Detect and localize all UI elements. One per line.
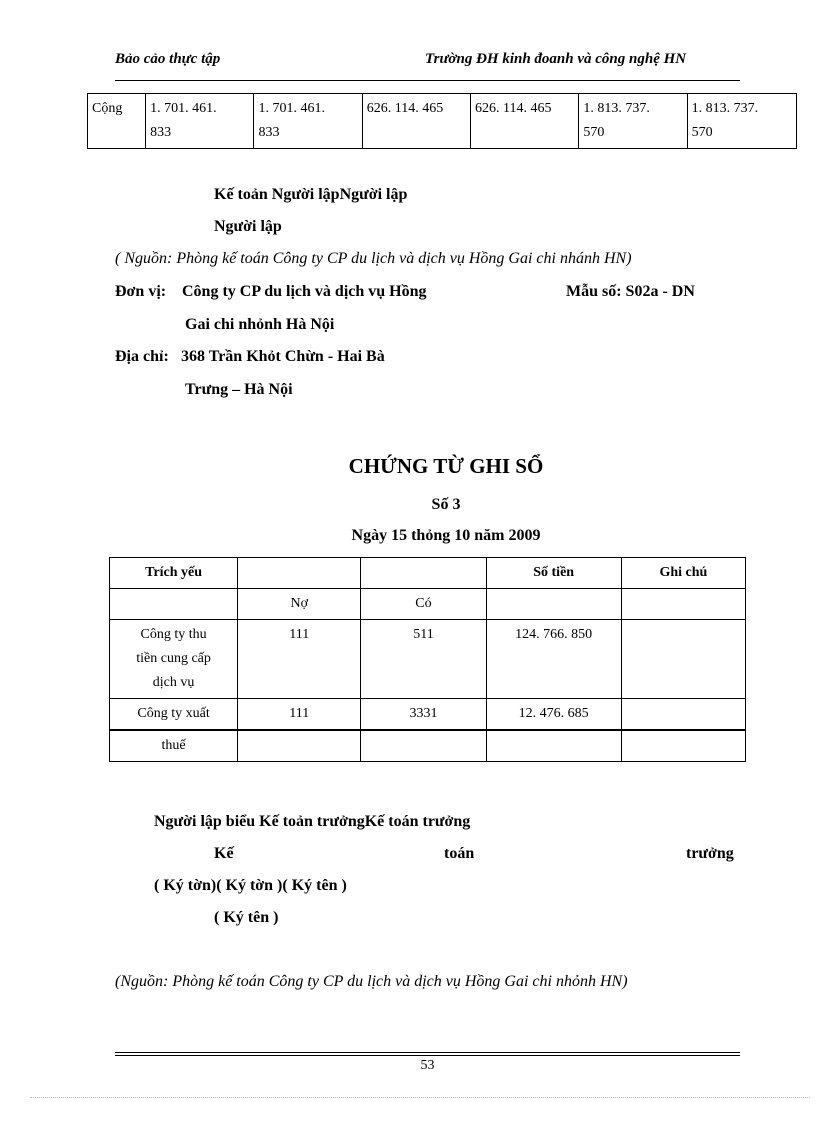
table-row bbox=[110, 699, 746, 731]
totals-cell-line: 626. 114. 465 bbox=[475, 101, 552, 116]
address-label: Địa chỉ: bbox=[115, 348, 169, 365]
sign2-line3: ( Ký tờn)( Ký tờn )( Ký tên ) bbox=[154, 877, 347, 894]
row-description bbox=[110, 620, 238, 699]
page-number: 53 bbox=[420, 1058, 435, 1073]
totals-row bbox=[88, 94, 797, 149]
row-note bbox=[621, 730, 745, 762]
row-amount: 12. 476. 685 bbox=[486, 699, 621, 731]
totals-cell-line: 833 bbox=[150, 125, 172, 140]
sign2-word-2: toán bbox=[444, 845, 475, 862]
row-amount bbox=[486, 730, 621, 762]
subheader-debit: Nợ bbox=[238, 589, 361, 620]
row-description-line: Công ty thu bbox=[140, 627, 207, 642]
row-debit bbox=[238, 730, 361, 762]
address-line1: 368 Trần Khỏt Chừn - Hai Bà bbox=[181, 348, 385, 365]
voucher-title: CHỨNG TỪ GHI SỔ bbox=[348, 454, 544, 478]
totals-cell bbox=[471, 94, 579, 149]
page-bottom-dotted-line bbox=[30, 1097, 810, 1098]
subheader-cell bbox=[486, 589, 621, 620]
totals-cell bbox=[579, 94, 687, 149]
row-description-line: tiền cung cấp bbox=[136, 651, 211, 666]
totals-cell-line: 1. 701. 461. bbox=[150, 101, 217, 116]
totals-cell bbox=[687, 94, 796, 149]
row-description-line: Công ty xuất bbox=[137, 706, 210, 721]
source-note-2: (Nguồn: Phòng kế toán Công ty CP du lịch và dịch vụ Hồng Gai chi nhỏnh HN) bbox=[115, 973, 628, 990]
subheader-cell bbox=[110, 589, 238, 620]
row-note bbox=[621, 699, 745, 731]
header-right: Trường ĐH kinh đoanh và công nghệ HN bbox=[425, 51, 687, 67]
header-left: Bảo cảo thực tập bbox=[115, 51, 221, 67]
voucher-date: Ngày 15 thỏng 10 năm 2009 bbox=[351, 527, 541, 544]
row-note bbox=[621, 620, 745, 699]
sign2-line1: Người lập biểu Kế toản trưởngKế toán trưởng bbox=[154, 813, 471, 830]
ledger-subheader-row bbox=[110, 589, 746, 620]
col-header-account bbox=[361, 558, 486, 589]
table-row bbox=[110, 730, 746, 762]
row-debit: 111 bbox=[238, 699, 361, 731]
totals-cell-line: 1. 813. 737. bbox=[583, 101, 650, 116]
totals-label: Cộng bbox=[88, 94, 146, 149]
sign1-line2: Người lập bbox=[214, 218, 282, 235]
header-rule bbox=[115, 80, 740, 81]
row-description-line: dịch vụ bbox=[152, 675, 195, 690]
col-header-note: Ghi chú bbox=[621, 558, 745, 589]
row-credit: 511 bbox=[361, 620, 486, 699]
footer-rule bbox=[115, 1055, 740, 1056]
address-line2: Trưng – Hà Nội bbox=[185, 381, 293, 398]
row-description-line: thuế bbox=[161, 738, 186, 753]
row-description bbox=[110, 699, 238, 731]
unit-name-line2: Gai chi nhỏnh Hà Nội bbox=[185, 316, 335, 333]
totals-table bbox=[87, 93, 797, 149]
footer-rule bbox=[115, 1052, 740, 1053]
voucher-number: Số 3 bbox=[431, 496, 461, 513]
unit-label: Đơn vị: bbox=[115, 283, 167, 300]
source-note-1: ( Nguồn: Phòng kế toán Công ty CP du lịch và dịch vụ Hồng Gai chi nhánh HN) bbox=[115, 250, 632, 267]
totals-cell-line: 833 bbox=[258, 125, 280, 140]
form-number: Mẫu số: S02a - DN bbox=[566, 283, 695, 300]
col-header-amount: Số tiền bbox=[486, 558, 621, 589]
sign2-word-3: trưởng bbox=[686, 845, 734, 862]
col-header-account bbox=[238, 558, 361, 589]
row-credit: 3331 bbox=[361, 699, 486, 731]
row-description bbox=[110, 730, 238, 762]
row-credit bbox=[361, 730, 486, 762]
totals-cell bbox=[362, 94, 470, 149]
col-header-description: Trích yếu bbox=[110, 558, 238, 589]
sign1-line1: Kế toản Người lậpNgười lập bbox=[214, 186, 408, 203]
row-debit: 111 bbox=[238, 620, 361, 699]
subheader-credit: Có bbox=[361, 589, 486, 620]
table-row bbox=[110, 620, 746, 699]
row-amount: 124. 766. 850 bbox=[486, 620, 621, 699]
ledger-table bbox=[109, 557, 746, 762]
totals-cell-line: 570 bbox=[691, 125, 713, 140]
totals-cell bbox=[254, 94, 362, 149]
subheader-cell bbox=[621, 589, 745, 620]
totals-cell-line: 1. 701. 461. bbox=[258, 101, 325, 116]
totals-cell-line: 1. 813. 737. bbox=[691, 101, 759, 116]
sign2-line4: ( Ký tên ) bbox=[214, 909, 279, 926]
ledger-header-row bbox=[110, 558, 746, 589]
unit-name-line1: Công ty CP du lịch và dịch vụ Hồng bbox=[182, 283, 427, 300]
totals-cell-line: 570 bbox=[583, 125, 605, 140]
sign2-word-1: Kế bbox=[214, 845, 234, 862]
totals-cell bbox=[146, 94, 254, 149]
totals-cell-line: 626. 114. 465 bbox=[366, 101, 444, 116]
